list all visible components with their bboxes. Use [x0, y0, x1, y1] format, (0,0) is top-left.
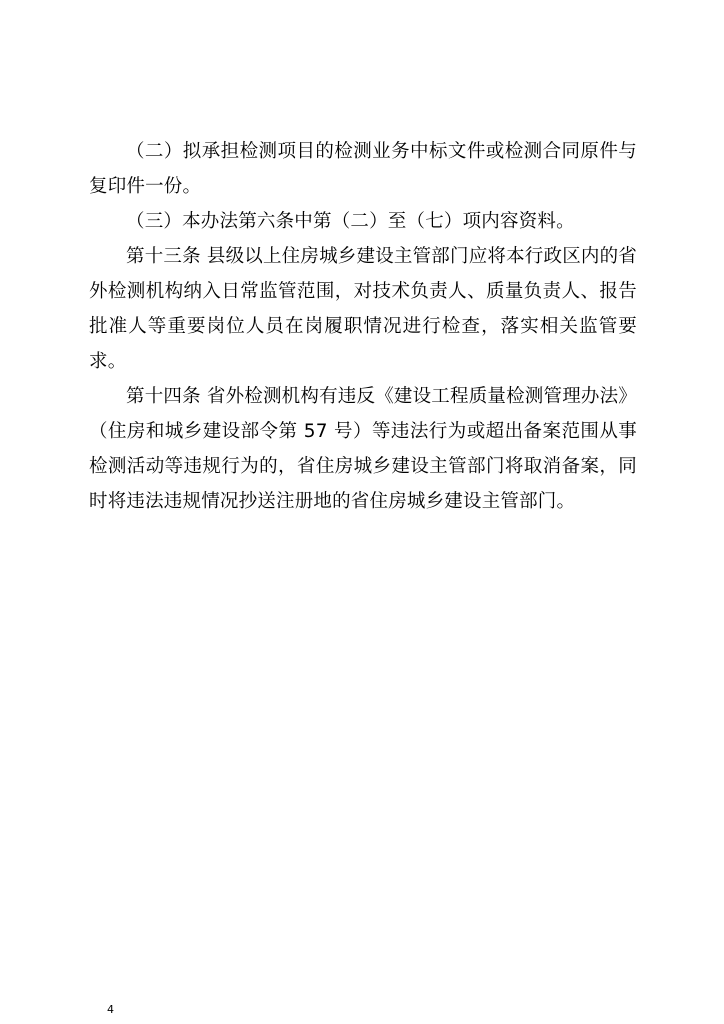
paragraph-item-3: （三）本办法第六条中第（二）至（七）项内容资料。 — [126, 211, 575, 232]
article-13-paragraph: 第十三条 县级以上住房城乡建设主管部门应将本行政区内的省外检测机构纳入日常监管范围，对技术负责人、质量负责人、报告批准人等重要岗位人员在岗履职情况进行检查，落实相关监管要求。 — [89, 246, 637, 372]
page-number: 4 — [107, 1003, 114, 1016]
article-14-paragraph: 第十四条 省外检测机构有违反《建设工程质量检测管理办法》（住房和城乡建设部令第 57 号）等违法行为或超出备案范围从事检测活动等违规行为的，省住房城乡建设主管部门将取消备案，同时将违法违规情况抄送注册地的省住房城乡建设主管部门。 — [89, 386, 637, 512]
paragraph-item-2: （二）拟承担检测项目的检测业务中标文件或检测合同原件与复印件一份。 — [89, 141, 637, 197]
document-body — [89, 134, 637, 519]
